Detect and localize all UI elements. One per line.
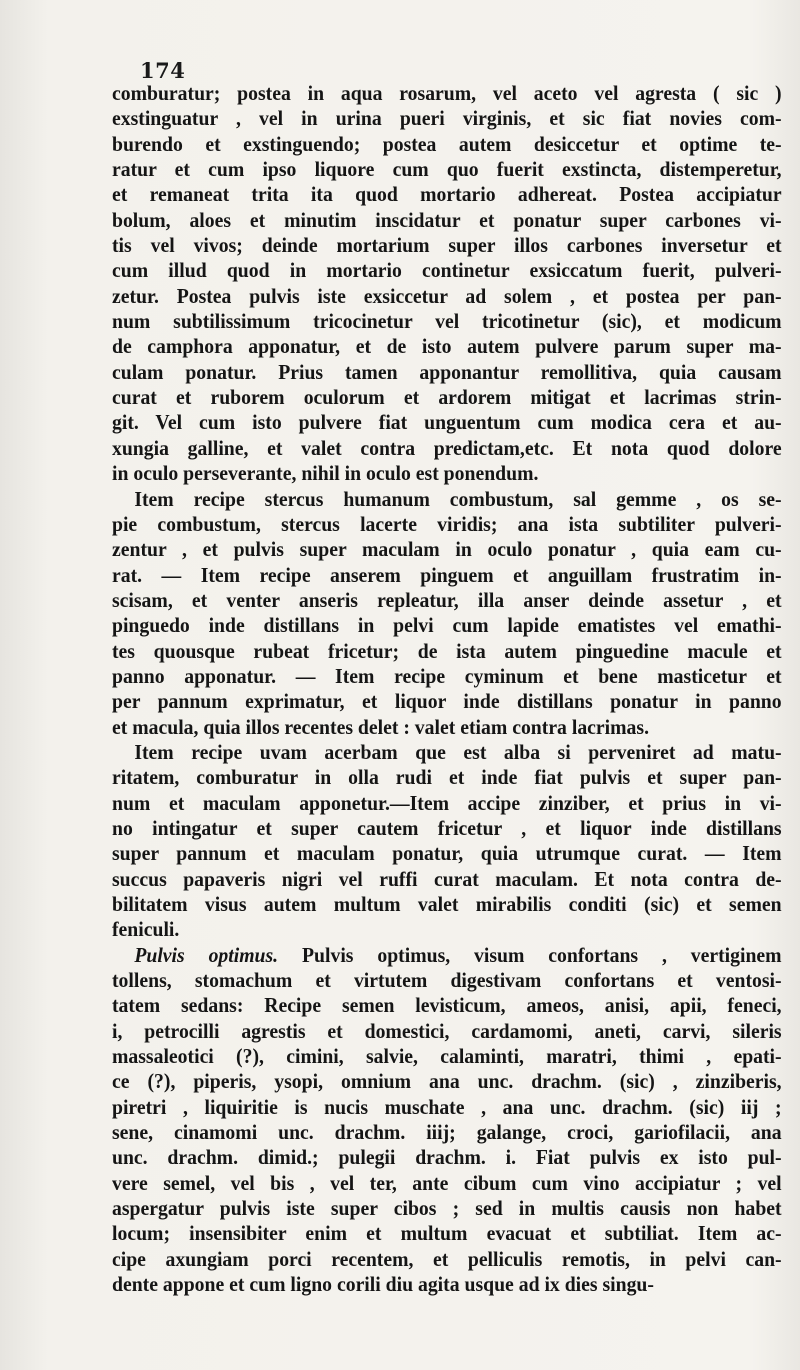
text-line: succus papaveris nigri vel ruffi curat maculam. Et nota contra de- <box>112 866 782 891</box>
text-line: massaleotici (?), cimini, salvie, calaminti, maratri, thimi , epati- <box>112 1044 782 1069</box>
text-line: tollens, stomachum et virtutem digestivam confortans et ventosi- <box>112 968 782 993</box>
text-line: zetur. Postea pulvis iste exsiccetur ad solem , et postea per pan- <box>112 283 782 308</box>
text-line: pie combustum, stercus lacerte viridis; ana ista subtiliter pulveri- <box>112 511 782 536</box>
text-line: num subtilissimum tricocinetur vel tricotinetur (sic), et modicum <box>112 309 782 334</box>
text-line: curat et ruborem oculorum et ardorem mitigat et lacrimas strin- <box>112 385 782 410</box>
text-line: culam ponatur. Prius tamen apponantur remollitiva, quia causam <box>112 359 782 384</box>
paragraph <box>112 81 782 487</box>
text-line: dente appone et cum ligno corili diu agita usque ad ix dies singu- <box>112 1272 654 1297</box>
text-line: sene, cinamomi unc. drachm. iiij; galange, croci, gariofilacii, ana <box>112 1120 782 1145</box>
text-line: zentur , et pulvis super maculam in oculo ponatur , quia eam cu- <box>112 537 782 562</box>
text-line: per pannum exprimatur, et liquor inde distillans ponatur in panno <box>112 689 782 714</box>
text-line: piretri , liquiritie is nucis muschate , ana unc. drachm. (sic) iij ; <box>112 1094 782 1119</box>
text-line: Pulvis optimus. Pulvis optimus, visum confortans , vertiginem <box>134 942 782 967</box>
section-heading: Pulvis optimus. <box>134 942 279 967</box>
text-line: exstinguatur , vel in urina pueri virginis, et sic fiat novies com- <box>112 106 782 131</box>
body-text <box>112 81 782 1298</box>
text-line: feniculi. <box>112 917 180 942</box>
text-line: tes quousque rubeat fricetur; de ista autem pinguedine macule et <box>112 638 782 663</box>
text-line: panno apponatur. — Item recipe cyminum et bene masticetur et <box>112 663 782 688</box>
text-line: et remaneat trita ita quod mortario adhereat. Postea accipiatur <box>112 182 782 207</box>
text-line: in oculo perseverante, nihil in oculo est ponendum. <box>112 461 539 486</box>
text-line: cipe axungiam porci recentem, et pelliculis remotis, in pelvi can- <box>112 1246 782 1271</box>
text-line: scisam, et venter anseris repleatur, illa anser deinde assetur , et <box>112 587 782 612</box>
text-line: super pannum et maculam ponatur, quia utrumque curat. — Item <box>112 841 782 866</box>
text-line: tis vel vivos; deinde mortarium super illos carbones inversetur et <box>112 233 782 258</box>
text-line: Item recipe stercus humanum combustum, sal gemme , os se- <box>134 486 782 511</box>
text-line: num et maculam apponetur.—Item accipe zinziber, et prius in vi- <box>112 790 782 815</box>
text-line: bolum, aloes et minutim inscidatur et ponatur super carbones vi- <box>112 207 782 232</box>
paragraph <box>112 943 782 1298</box>
text-line: bilitatem visus autem multum valet mirabilis conditi (sic) et semen <box>112 892 782 916</box>
text-line: rat. — Item recipe anserem pinguem et anguillam frustratim in- <box>112 562 782 587</box>
paragraph <box>112 487 782 740</box>
text-line: no intingatur et super cautem fricetur , et liquor inde distillans <box>112 815 782 840</box>
text-line: burendo et exstinguendo; postea autem desiccetur et optime te- <box>112 131 782 156</box>
text-line: vere semel, vel bis , vel ter, ante cibum cum vino accipiatur ; vel <box>112 1170 782 1195</box>
text-line: ratur et cum ipso liquore cum quo fuerit exstincta, distemperetur, <box>112 157 782 182</box>
text-line: cum illud quod in mortario continetur exsiccatum fuerit, pulveri- <box>112 258 782 283</box>
text-line: Item recipe uvam acerbam que est alba si perveniret ad matu- <box>134 739 782 764</box>
text-line: git. Vel cum isto pulvere fiat unguentum cum modica cera et au- <box>112 410 782 435</box>
text-line: aspergatur pulvis iste super cibos ; sed in multis causis non habet <box>112 1196 782 1221</box>
paragraph <box>112 740 782 943</box>
text-line: ritatem, comburatur in olla rudi et inde fiat pulvis et super pan- <box>112 765 782 790</box>
text-line: i, petrocilli agrestis et domestici, cardamomi, aneti, carvi, sileris <box>112 1018 782 1043</box>
text-line: de camphora apponatur, et de isto autem pulvere parum super ma- <box>112 334 782 359</box>
text-line: pinguedo inde distillans in pelvi cum lapide ematistes vel emathi- <box>112 613 782 638</box>
page-number: 174 <box>140 58 186 83</box>
text-line: comburatur; postea in aqua rosarum, vel aceto vel agresta ( sic ) <box>112 81 782 105</box>
text-line: tatem sedans: Recipe semen levisticum, ameos, anisi, apii, feneci, <box>112 993 782 1018</box>
text-line: ce (?), piperis, ysopi, omnium ana unc. drachm. (sic) , zinziberis, <box>112 1069 782 1094</box>
text-line: et macula, quia illos recentes delet : valet etiam contra lacrimas. <box>112 714 650 739</box>
text-line: xungia galline, et valet contra predictam,etc. Et nota quod dolore <box>112 435 782 460</box>
text-line: unc. drachm. dimid.; pulegii drachm. i. Fiat pulvis ex isto pul- <box>112 1145 782 1170</box>
text-line: locum; insensibiter enim et multum evacuat et subtiliat. Item ac- <box>112 1221 782 1246</box>
